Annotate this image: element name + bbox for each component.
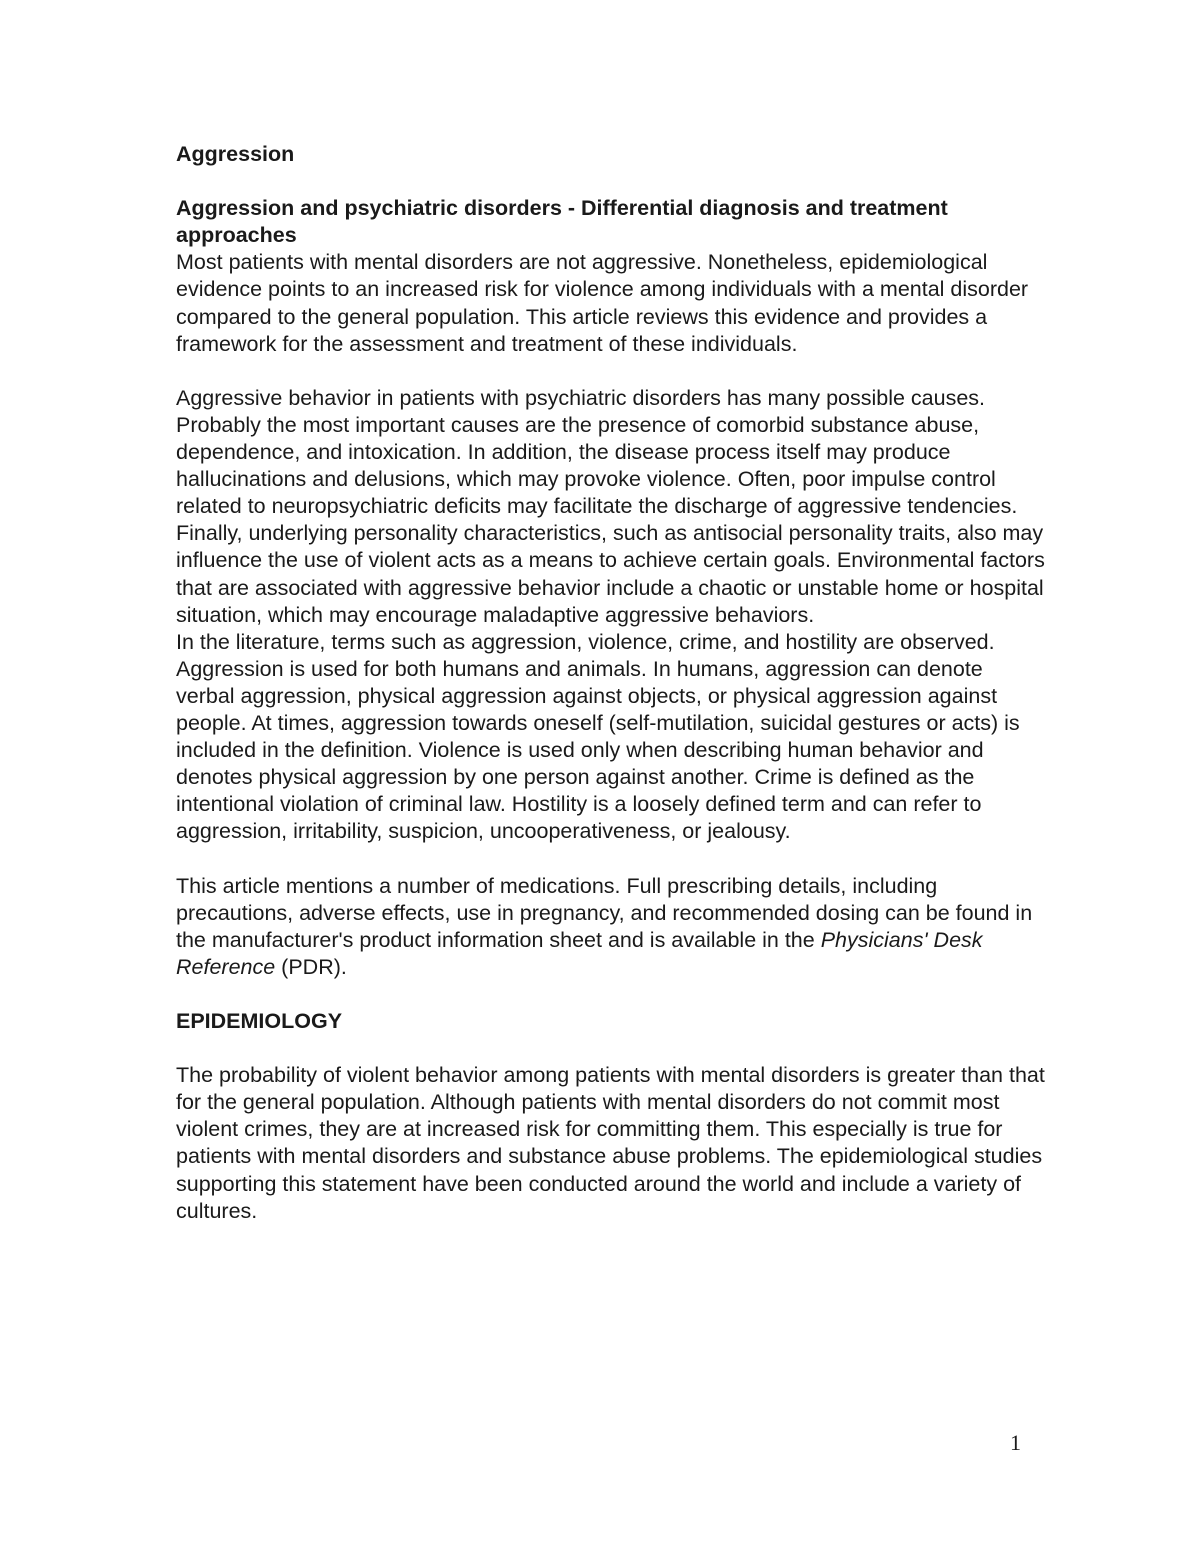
causes-paragraph: Aggressive behavior in patients with psychiatric disorders has many possible causes. Probably the most important causes are the presence of comorbid substance abuse, dependence, and intoxication. In addition, the disease process itself may produce hallucinations and delusions, which may provoke violence. Often, poor impulse control related to neuropsychiatric deficits may facilitate the discharge of aggressive tendencies. Finally, underlying personality characteristics, such as antisocial personality traits, also may influence the use of violent acts as a means to achieve certain goals. Environmental factors that are associated with aggressive behavior include a chaotic or unstable home or hospital situation, which may encourage maladaptive aggressive behaviors. bbox=[176, 385, 1045, 627]
spacer bbox=[176, 981, 1046, 1008]
spacer bbox=[176, 845, 1046, 872]
intro-paragraph: Most patients with mental disorders are not aggressive. Nonetheless, epidemiological evidence points to an increased risk for violence among individuals with a mental disorder compared to the general population. This article reviews this evidence and provides a framework for the assessment and treatment of these individuals. bbox=[176, 250, 1029, 356]
document-page bbox=[176, 141, 1046, 1225]
terms-paragraph: In the literature, terms such as aggression, violence, crime, and hostility are observed. Aggression is used for both humans and animals. In humans, aggression can denote verbal aggression, physical aggression against objects, or physical aggression against people. At times, aggression towards oneself (self-mutilation, suicidal gestures or acts) is included in the definition. Violence is used only when describing human behavior and denotes physical aggression by one person against another. Crime is defined as the intentional violation of criminal law. Hostility is a loosely defined term and can refer to aggression, irritability, suspicion, uncooperativeness, or jealousy. bbox=[176, 629, 1020, 844]
medications-text: This article mentions a number of medications. Full prescribing details, including precautions, adverse effects, use in pregnancy, and recommended dosing can be found in the manufacturer's product information sheet and is available in the bbox=[176, 873, 1033, 952]
spacer bbox=[176, 1035, 1046, 1062]
section-heading-epidemiology: EPIDEMIOLOGY bbox=[176, 1009, 343, 1033]
epidemiology-paragraph: The probability of violent behavior among patients with mental disorders is greater than that for the general population. Although patients with mental disorders do not commit most violent crimes, they are at increased risk for committing them. This especially is true for patients with mental disorders and substance abuse problems. The epidemiological studies supporting this statement have been conducted around the world and include a variety of cultures. bbox=[176, 1063, 1045, 1223]
medications-text-end: (PDR). bbox=[275, 954, 347, 979]
medications-paragraph bbox=[176, 873, 1046, 981]
spacer bbox=[176, 358, 1046, 385]
document-subtitle: Aggression and psychiatric disorders - Differential diagnosis and treatment approaches bbox=[176, 196, 948, 248]
spacer bbox=[176, 168, 1046, 195]
pdr-reference: Physicians' Desk Reference bbox=[176, 927, 983, 979]
page-number: 1 bbox=[1010, 1430, 1021, 1455]
document-title: Aggression bbox=[176, 142, 295, 166]
